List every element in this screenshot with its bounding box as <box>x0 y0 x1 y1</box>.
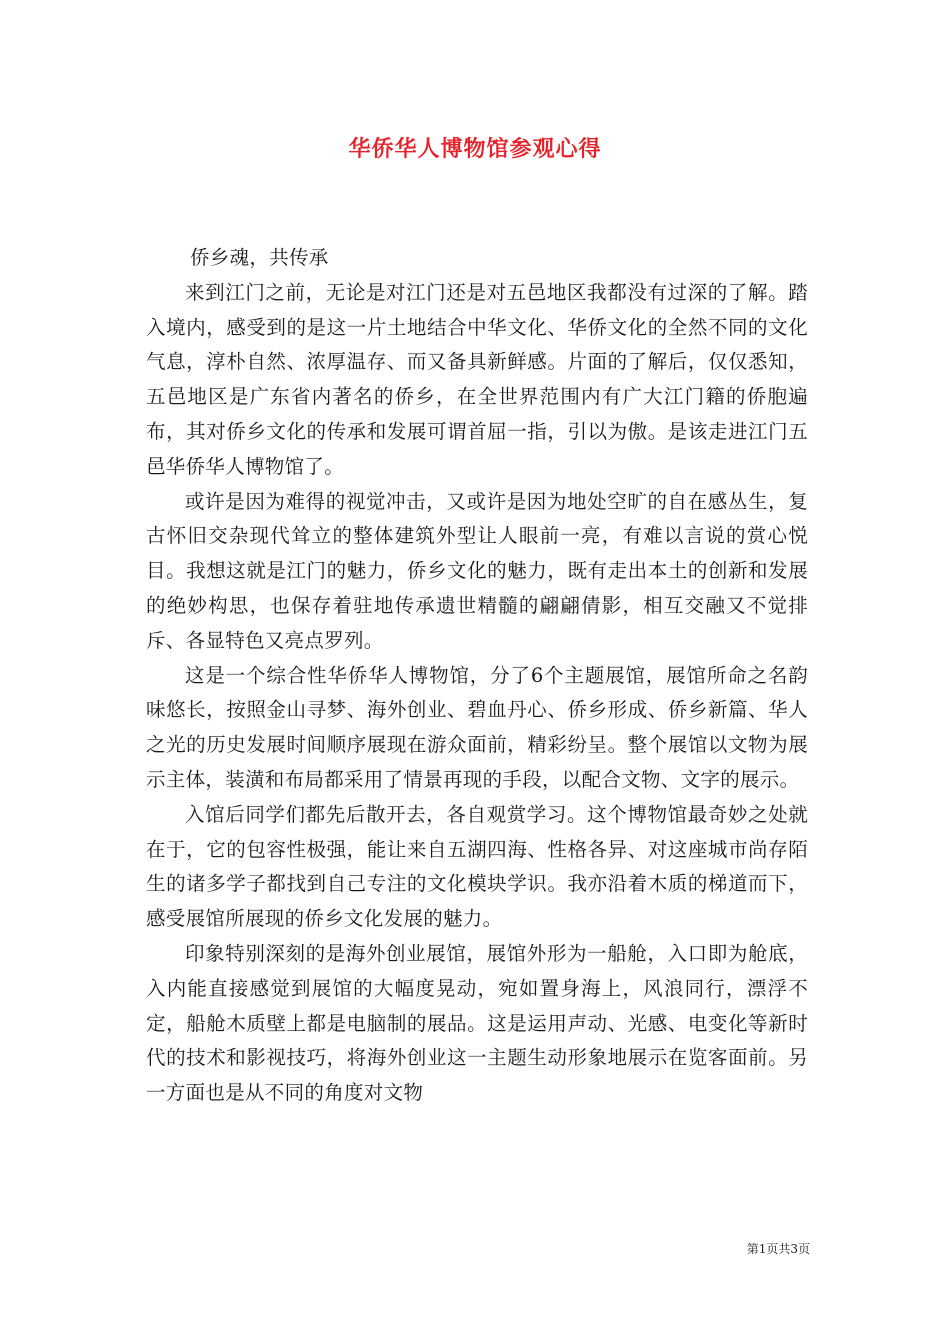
paragraph: 入馆后同学们都先后散开去，各自观赏学习。这个博物馆最奇妙之处就在于，它的包容性极强，能让来自五湖四海、性格各异、对这座城市尚存陌生的诸多学子都找到自己专注的文化模块学识。我亦沿着木质的梯道而下，感受展馆所展现的侨乡文化发展的魅力。 <box>146 802 808 931</box>
paragraph: 印象特别深刻的是海外创业展馆，展馆外形为一船舱，入口即为舱底，入内能直接感觉到展馆的大幅度晃动，宛如置身海上，风浪同行，漂浮不定，船舱木质壁上都是电脑制的展品。这是运用声动、光感、电变化等新时代的技术和影视技巧，将海外创业这一主题生动形象地展示在览客面前。另一方面也是从不同的角度对文物 <box>146 941 808 1105</box>
paragraph: 这是一个综合性华侨华人博物馆，分了6个主题展馆，展馆所命之名韵味悠长，按照金山寻梦、海外创业、碧血丹心、侨乡形成、侨乡新篇、华人之光的历史发展时间顺序展现在游众面前，精彩纷呈。整个展馆以文物为展示主体，装潢和布局都采用了情景再现的手段，以配合文物、文字的展示。 <box>146 663 808 791</box>
paragraph-subtitle: 侨乡魂，共传承 <box>190 246 329 269</box>
paragraph: 或许是因为难得的视觉冲击，又或许是因为地处空旷的自在感丛生，复古怀旧交杂现代耸立的整体建筑外型让人眼前一亮，有难以言说的赏心悦目。我想这就是江门的魅力，侨乡文化的魅力，既有走出本土的创新和发展的绝妙构思，也保存着驻地传承遗世精髓的翩翩倩影，相互交融又不觉排斥、各显特色又亮点罗列。 <box>146 489 808 652</box>
document-title: 华侨华人博物馆参观心得 <box>348 136 602 162</box>
page-number-footer: 第1页共3页 <box>746 1242 810 1256</box>
document-body <box>146 241 808 1111</box>
paragraph: 来到江门之前，无论是对江门还是对五邑地区我都没有过深的了解。踏入境内，感受到的是这一片土地结合中华文化、华侨文化的全然不同的文化气息，淳朴自然、浓厚温存、而又备具新鲜感。片面的了解后，仅仅悉知，五邑地区是广东省内著名的侨乡，在全世界范围内有广大江门籍的侨胞遍布，其对侨乡文化的传承和发展可谓首屈一指，引以为傲。是该走进江门五邑华侨华人博物馆了。 <box>146 280 808 478</box>
